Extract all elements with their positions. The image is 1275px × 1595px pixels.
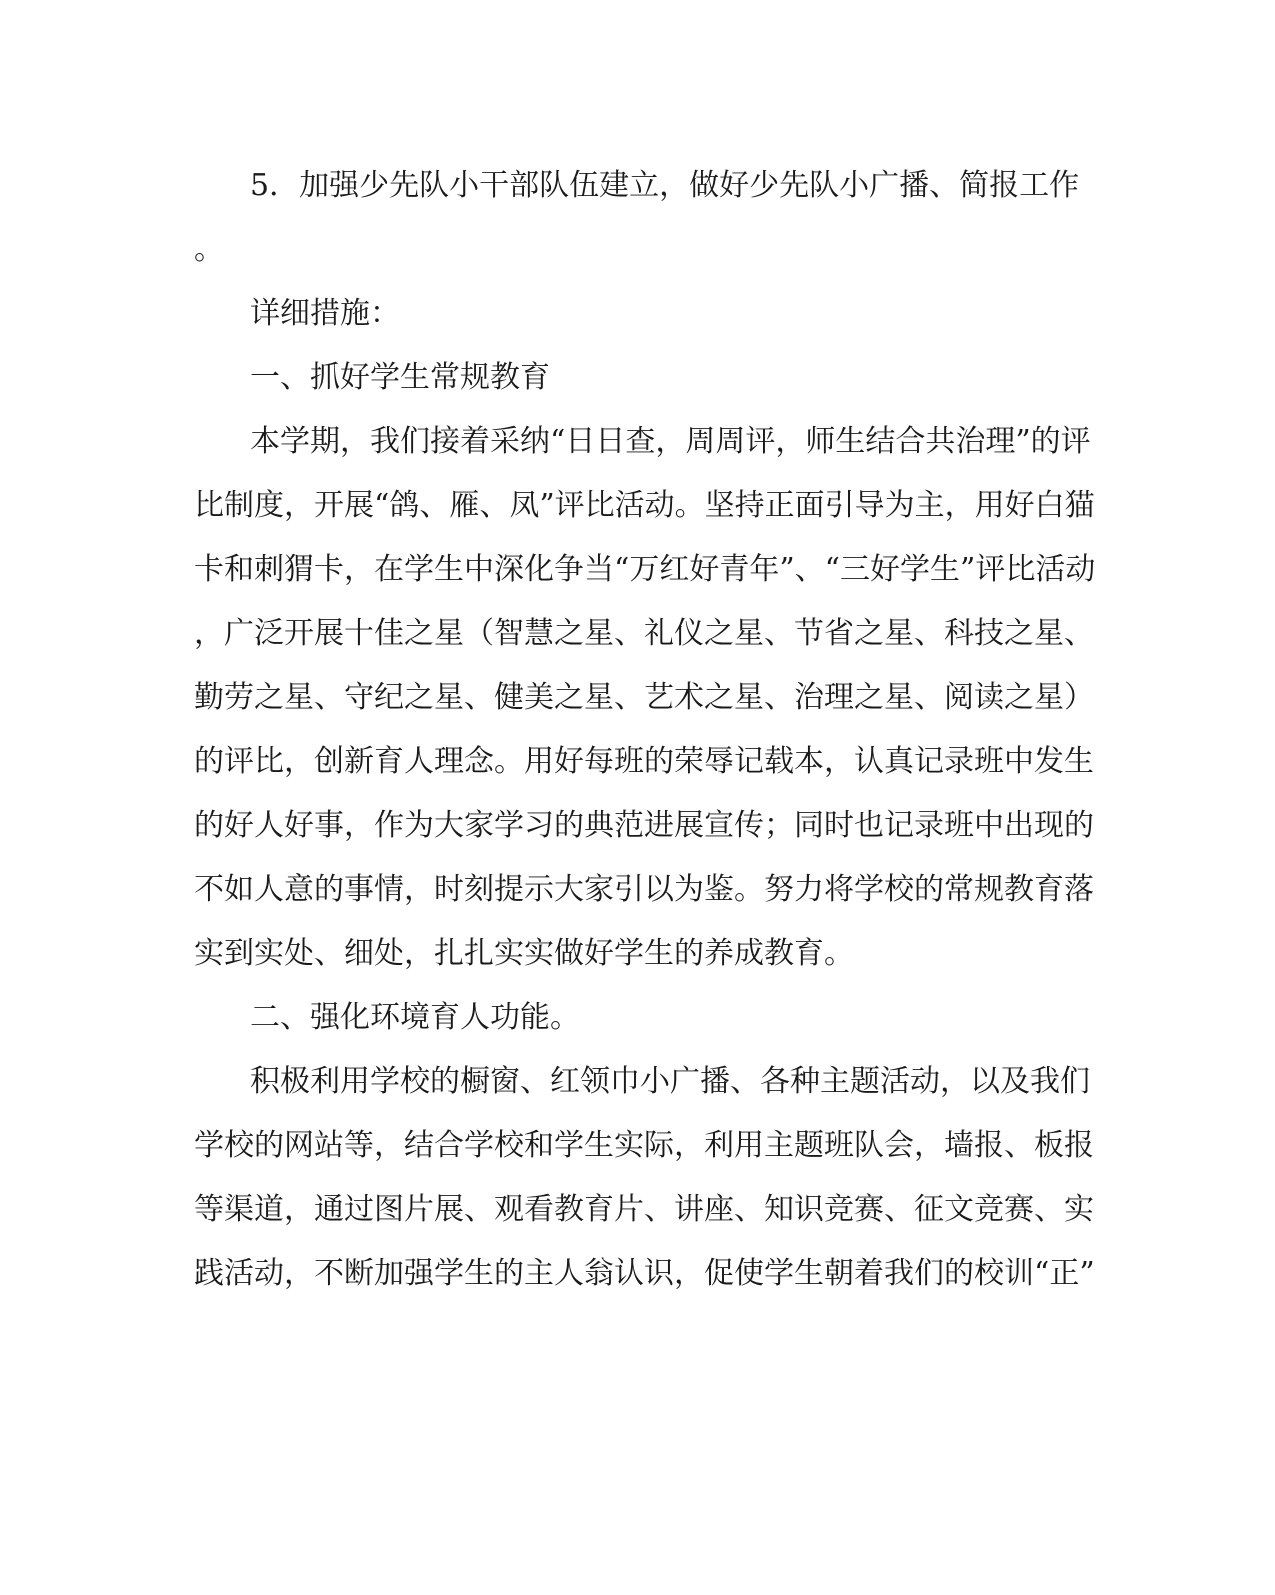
paragraph-line: 的好人好事，作为大家学习的典范进展宣传；同时也记录班中出现的 xyxy=(194,808,1094,843)
paragraph-line: 不如人意的事情，时刻提示大家引以为鉴。努力将学校的常规教育落 xyxy=(194,872,1094,907)
paragraph-line: 卡和刺猬卡，在学生中深化争当“万红好青年”、“三好学生”评比活动 xyxy=(194,552,1096,587)
paragraph-line: 实到实处、细处，扎扎实实做好学生的养成教育。 xyxy=(194,936,854,971)
paragraph-line: 。 xyxy=(194,232,224,267)
paragraph-line: ，广泛开展十佳之星（智慧之星、礼仪之星、节省之星、科技之星、 xyxy=(194,616,1094,651)
section-heading: 二、强化环境育人功能。 xyxy=(250,1000,580,1035)
paragraph-line: 比制度，开展“鸽、雁、凤”评比活动。坚持正面引导为主，用好白猫 xyxy=(194,488,1095,523)
paragraph-line: 5．加强少先队小干部队伍建立，做好少先队小广播、简报工作 xyxy=(250,168,1080,203)
paragraph-line: 等渠道，通过图片展、观看教育片、讲座、知识竞赛、征文竞赛、实 xyxy=(194,1192,1094,1227)
paragraph-line: 践活动，不断加强学生的主人翁认识，促使学生朝着我们的校训“正” xyxy=(194,1256,1095,1291)
paragraph-line: 本学期，我们接着采纳“日日查，周周评，师生结合共治理”的评 xyxy=(250,424,1091,459)
section-heading: 一、抓好学生常规教育 xyxy=(250,360,550,395)
paragraph-line: 勤劳之星、守纪之星、健美之星、艺术之星、治理之星、阅读之星） xyxy=(194,680,1094,715)
paragraph-line: 的评比，创新育人理念。用好每班的荣辱记载本，认真记录班中发生 xyxy=(194,744,1094,779)
paragraph-line: 学校的网站等，结合学校和学生实际，利用主题班队会，墙报、板报 xyxy=(194,1128,1094,1163)
paragraph-line: 积极利用学校的橱窗、红领巾小广播、各种主题活动，以及我们 xyxy=(250,1064,1090,1099)
section-heading: 详细措施： xyxy=(250,296,400,331)
